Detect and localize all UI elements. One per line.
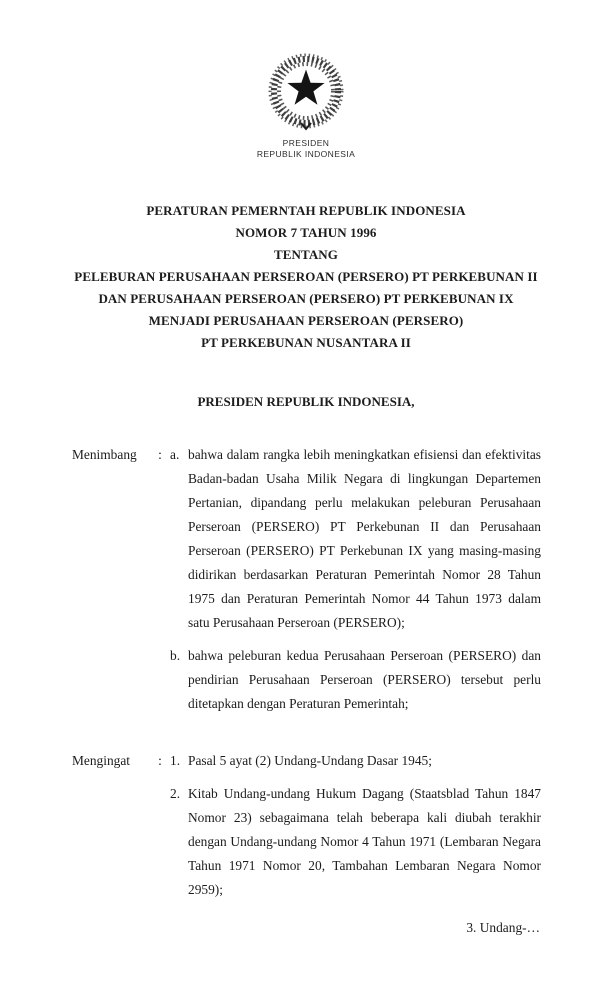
letterhead-presiden: PRESIDEN [282,138,330,148]
page-catchword: 3. Undang-… [466,920,540,935]
clause-item-text: bahwa dalam rangka lebih meningkatkan efisiensi dan efektivitas Badan-badan Usaha Milik Negara di lingkungan Departemen Pertanian, dipandang perlu melakukan peleburan Perusahaan Perseroan (PERSERO) PT Perkebunan II dan Perusahaan Perseroan (PERSERO) PT Perkebunan IX yang masing-masing didirikan berdasarkan Peraturan Pemerintah Nomor 28 Tahun 1975 dan Peraturan Pemerintah Nomor 44 Tahun 1973 dalam satu Perusahaan Perseroan (PERSERO); [188,447,541,630]
clause-item-2 [170,782,541,902]
section-menimbang [72,443,541,716]
clause-item-marker: 2. [170,786,181,801]
title-line-1: PERATURAN PEMERNTAH REPUBLIK INDONESIA [146,203,466,218]
clause-item-a [170,443,541,635]
section-colon: : [158,753,162,768]
menimbang-items [170,443,541,716]
clause-item-1 [170,749,541,773]
clause-item-marker: b. [170,648,181,663]
clause-item-marker: a. [170,447,180,462]
clauses [72,443,541,902]
title-line-7: PT PERKEBUNAN NUSANTARA II [201,335,411,350]
presidential-emblem-icon [263,50,349,136]
section-colon: : [158,447,162,462]
title-line-2: NOMOR 7 TAHUN 1996 [235,225,377,240]
salutation: PRESIDEN REPUBLIK INDONESIA, [197,394,415,409]
regulation-title-block [0,200,612,354]
title-line-6: MENJADI PERUSAHAAN PERSEROAN (PERSERO) [148,313,464,328]
letterhead [0,0,612,160]
section-mengingat [72,749,541,902]
clause-item-text: bahwa peleburan kedua Perusahaan Perseroan (PERSERO) dan pendirian Perusahaan Perseroan (PERSERO) tersebut perlu ditetapkan dengan Peraturan Pemerintah; [188,648,541,711]
clause-item-marker: 1. [170,753,181,768]
mengingat-items [170,749,541,902]
section-label-menimbang: Menimbang [72,447,137,462]
title-line-3: TENTANG [273,247,339,262]
clause-item-text: Kitab Undang-undang Hukum Dagang (Staatsblad Tahun 1847 Nomor 23) sebagaimana telah beberapa kali diubah terakhir dengan Undang-undang Nomor 4 Tahun 1971 (Lembaran Negara Tahun 1971 Nomor 20, Tambahan Lembaran Negara Nomor 2959); [188,786,541,897]
section-label-mengingat: Mengingat [72,753,131,768]
title-line-4: PELEBURAN PERUSAHAAN PERSEROAN (PERSERO) PT PERKEBUNAN II [74,269,538,284]
title-line-5: DAN PERUSAHAAN PERSEROAN (PERSERO) PT PERKEBUNAN IX [98,291,514,306]
clause-item-b [170,644,541,716]
clause-item-text: Pasal 5 ayat (2) Undang-Undang Dasar 1945; [188,753,432,768]
letterhead-republik-indonesia: REPUBLIK INDONESIA [256,149,356,159]
star-icon [287,70,324,105]
